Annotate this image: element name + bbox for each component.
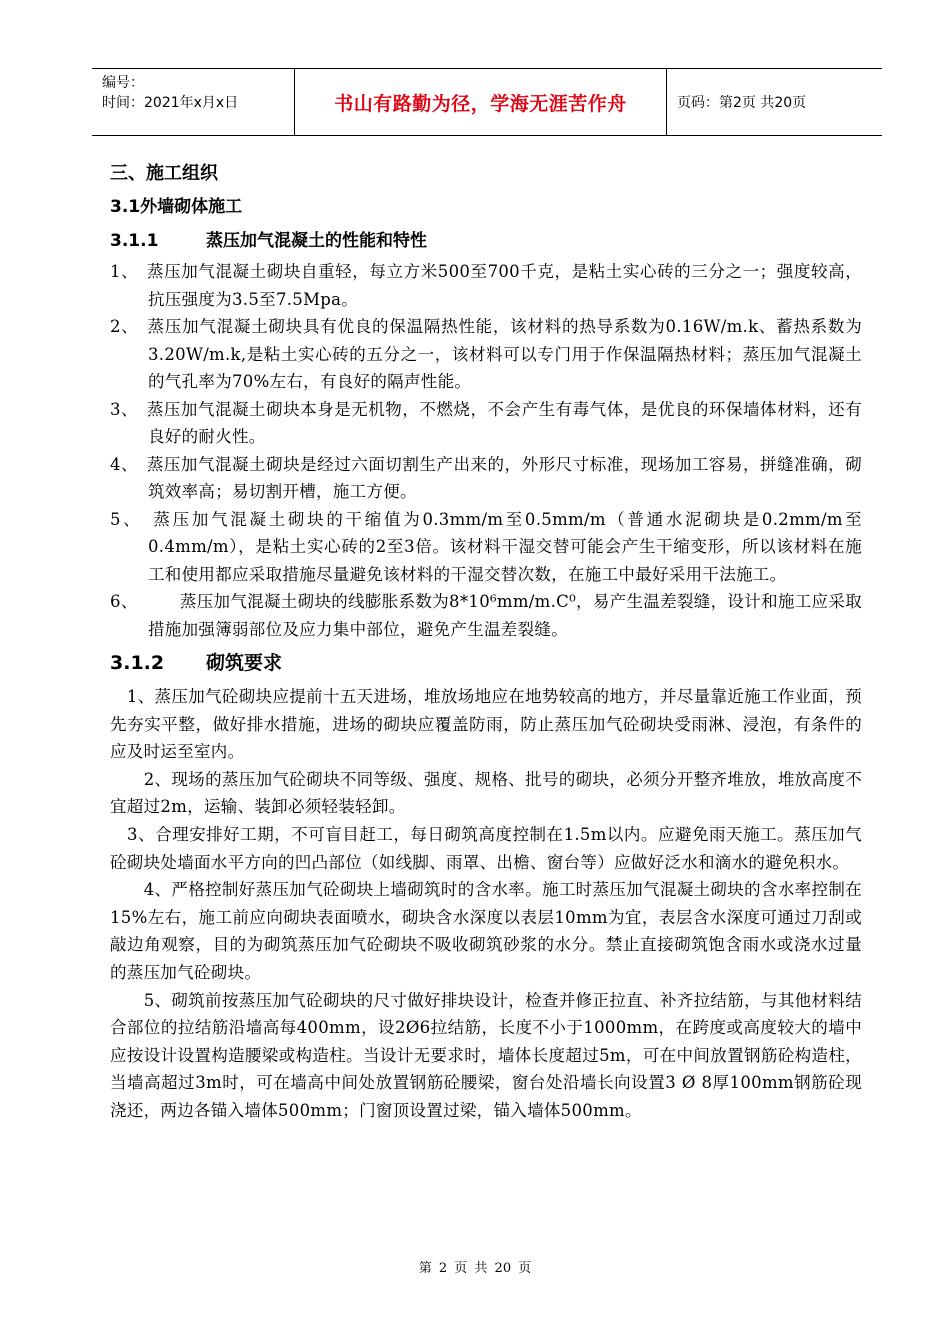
list-item: 2、 蒸压加气混凝土砌块具有优良的保温隔热性能，该材料的热导系数为0.16W/m.k、蓄热系数为3.20W/m.k,是粘土实心砖的五分之一，该材料可以专门用于作保温隔热材料；蒸压加气混凝土的气孔率为70%左右，有良好的隔声性能。 (110, 317, 862, 391)
paragraph: 2、现场的蒸压加气砼砌块不同等级、强度、规格、批号的砌块，必须分开整齐堆放，堆放高度不宜超过2m，运输、装卸必须轻装轻卸。 (110, 769, 862, 817)
heading-3-1-1-title: 蒸压加气混凝土的性能和特性 (206, 231, 427, 251)
page-header (92, 68, 882, 136)
list-item: 1、 蒸压加气混凝土砌块自重轻，每立方米500至700千克，是粘土实心砖的三分之一；强度较高，抗压强度为3.5至7.5Mpa。 (110, 262, 862, 309)
heading-3-1-2-title: 砌筑要求 (206, 652, 283, 674)
section-title: 三、施工组织 (110, 163, 218, 184)
paragraph: 4、严格控制好蒸压加气砼砌块上墙砌筑时的含水率。施工时蒸压加气混凝土砌块的含水率控制在15%左右，施工前应向砌块表面喷水，砌块含水深度以表层10mm为宜，表层含水深度可通过刀刮或敲边角观察，目的为砌筑蒸压加气砼砌块不吸收砌筑砂浆的水分。禁止直接砌筑饱含雨水或浇水过量的蒸压加气砼砌块。 (110, 880, 862, 982)
heading-3-1-1-number: 3.1.1 (110, 231, 159, 251)
header-meta (92, 69, 294, 135)
heading-3-1-2-number: 3.1.2 (110, 652, 165, 674)
list-item: 3、 蒸压加气混凝土砌块本身是无机物，不燃烧，不会产生有毒气体，是优良的环保墙体材料，还有良好的耐火性。 (110, 399, 862, 446)
list-item: 4、 蒸压加气混凝土砌块是经过六面切割生产出来的，外形尺寸标准，现场加工容易，拼缝准确，砌筑效率高；易切割开槽，施工方便。 (110, 454, 862, 501)
header-page-label: 页码：第2页 共20页 (677, 95, 807, 111)
heading-3-1-1 (110, 224, 862, 258)
header-time-label: 时间：2021年x月x日 (102, 95, 239, 111)
subsection-title: 3.1外墙砌体施工 (110, 197, 243, 217)
header-motto: 书山有路勤为径，学海无涯苦作舟 (294, 69, 667, 135)
header-number-label: 编号： (102, 75, 144, 91)
list-item: 6、 蒸压加气混凝土砌块的线膨胀系数为8*10⁶mm/m.C⁰，易产生温差裂缝，设计和施工应采取措施加强簿弱部位及应力集中部位，避免产生温差裂缝。 (110, 592, 862, 639)
document-body (110, 158, 862, 1125)
list-item: 5、 蒸压加气混凝土砌块的干缩值为0.3mm/m至0.5mm/m（普通水泥砌块是0.2mm/m至0.4mm/m），是粘土实心砖的2至3倍。该材料干湿交替可能会产生干缩变形，所以该材料在施工和使用都应采取措施尽量避免该材料的干湿交替次数，在施工中最好采用干法施工。 (110, 509, 862, 584)
heading-3-1-2 (110, 643, 862, 683)
paragraph: 5、砌筑前按蒸压加气砼砌块的尺寸做好排块设计，检查并修正拉直、补齐拉结筋，与其他材料结合部位的拉结筋沿墙高每400mm，设2Ø6拉结筋，长度不小于1000mm，在跨度或高度较大的墙中应按设计设置构造腰梁或构造柱。当设计无要求时，墙体长度超过5m，可在中间放置钢筋砼构造柱，当墙高超过3m时，可在墙高中间处放置钢筋砼腰梁，窗台处沿墙长向设置3 Ø 8厚100mm钢筋砼现浇还，两边各锚入墙体500mm；门窗顶设置过梁，锚入墙体500mm。 (110, 990, 862, 1120)
paragraph: 3、合理安排好工期，不可盲目赶工，每日砌筑高度控制在1.5m以内。应避免雨天施工。蒸压加气砼砌块处墙面水平方向的凹凸部位（如线脚、雨罩、出檐、窗台等）应做好泛水和滴水的避免积水。 (110, 824, 862, 872)
page-footer: 第 2 页 共 20 页 (418, 1261, 532, 1276)
paragraph: 1、蒸压加气砼砌块应提前十五天进场，堆放场地应在地势较高的地方，并尽量靠近施工作业面，预先夯实平整，做好排水措施，进场的砌块应覆盖防雨，防止蒸压加气砼砌块受雨淋、浸泡，有条件的应及时运至室内。 (110, 687, 862, 762)
